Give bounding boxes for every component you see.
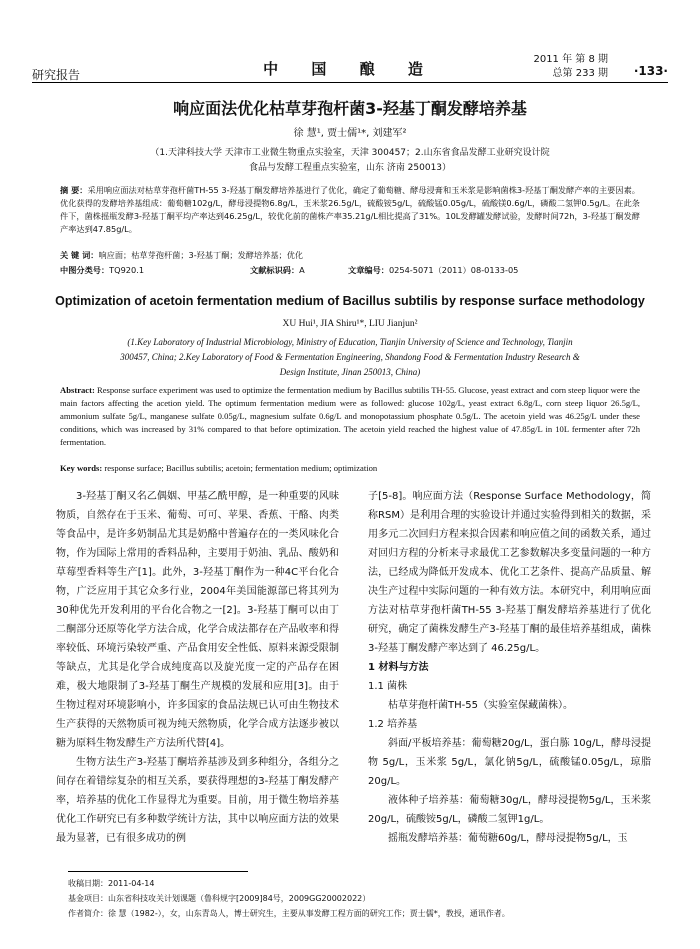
authors-chinese: 徐 慧¹, 贾士儒¹*, 刘建军² [293, 128, 407, 139]
clc-value: TQ920.1 [109, 265, 145, 275]
body-paragraph: 斜面/平板培养基：葡萄糖20g/L，蛋白胨 10g/L，酵母浸提物 5g/L，玉米浆 5g/L，氯化钠5g/L，硫酸锰0.05g/L，琼脂20g/L。 [368, 738, 651, 787]
doc-code-value: A [299, 265, 305, 275]
running-header-section: 研究报告 [32, 68, 81, 82]
issue-number: 2011 年 第 8 期 [533, 54, 608, 65]
body-paragraph: 子[5-8]。响应面方法（Response Surface Methodology，简称RSM）是利用合理的实验设计并通过实验得到相关的数据，采用多元二次回归方程来拟合因素和响应值之间的函数关系，通过对回归方程的分析来寻求最优工艺参数解决多变量问题的一种方法，已经成为降低开发成本、优化工艺条件、提高产品质量、解决生产过程中实际问题的一种有效方法。本研究中，利用响应面方法对枯草芽孢杆菌TH-55 3-羟基丁酮发酵培养基进行了优化研究，确定了菌株发酵生产3-羟基丁酮的最佳培养基组成，菌株3-羟基丁酮发酵产率达到了 46.25g/L。 [368, 491, 651, 654]
doc-code-label: 文献标识码： [250, 265, 300, 275]
keywords-chinese-text: 响应面；枯草芽孢杆菌；3-羟基丁酮；发酵培养基；优化 [98, 250, 304, 260]
body-paragraph: 液体种子培养基：葡萄糖30g/L，酵母浸提物5g/L，玉米浆20g/L，硫酸铵5g/L，磷酸二氢钾1g/L。 [368, 795, 651, 825]
title-english: Optimization of acetoin fermentation medium of Bacillus subtilis by response surface methodology [55, 294, 645, 308]
clc-label: 中图分类号： [60, 265, 110, 275]
abstract-chinese-label: 摘 要： [60, 185, 88, 195]
title-chinese: 响应面法优化枯草芽孢杆菌3-羟基丁酮发酵培养基 [173, 99, 527, 118]
footnote-funding: 基金项目：山东省科技攻关计划课题（鲁科规字[2009]84号，2009GG20002022） [68, 894, 371, 903]
keywords-english-label: Key words: [60, 463, 103, 473]
body-paragraph: 3-羟基丁酮又名乙偶姻、甲基乙酰甲醇，是一种重要的风味物质，自然存在于玉米、葡萄、可可、苹果、香蕉、干酪、肉类等食品中，是许多奶制品尤其是奶酪中普遍存在的一类风味化合物，作为国际上常用的香料品种，主要用于奶油、乳品、酸奶和草莓型香料等生产[1]。此外，3-羟基丁酮作为一种4C平台化合物，广泛应用于其它众多行业，2004年美国能源部已将其列为30种优先开发利用的平台化合物之一[2]。3-羟基丁酮可以由丁二酮部分还原等化学方法合成，化学合成法都存在产品收率和得率较低、环境污染较严重、产品食用安全性低、原料来源受限制等缺点，尤其是化学合成纯度高以及旋光度一定的产品存在困难，极大地限制了3-羟基丁酮生产规模的发展和应用[3]。由于生物过程对环境影响小，许多国家的食品法规已认可由生物技术生产获得的天然物质可视为纯天然物质，化学合成方法逐步被以糖为原料生物发酵生产方法所代替[4]。 [56, 491, 339, 749]
footnote-author-bio: 作者简介：徐 慧（1982-），女，山东青岛人，博士研究生，主要从事发酵工程方面的研究工作；贾士儒*，教授，通讯作者。 [68, 909, 510, 918]
keywords-english-text: response surface; Bacillus subtilis; acetoin; fermentation medium; optimization [102, 463, 378, 473]
header-rule [32, 82, 668, 83]
abstract-english [60, 384, 640, 449]
subsection-heading: 1.2 培养基 [368, 719, 418, 730]
doc-code [250, 265, 305, 276]
keywords-chinese-label: 关 键 词： [60, 250, 99, 260]
body-paragraph: 摇瓶发酵培养基：葡萄糖60g/L，酵母浸提物5g/L，玉 [388, 833, 628, 844]
affiliation-english: (1.Key Laboratory of Industrial Microbiology, Ministry of Education, Tianjin University of Science and Technology, Tianjin 300457, China; 2.Key Laboratory of Food & Fermentation Engineering, Shandong Food & Fermentation Industry Research & Design Institute, Jinan 250013, China) [120, 337, 580, 377]
journal-name: 中 国 酿 造 [263, 60, 437, 78]
footnote-rule [68, 871, 248, 872]
article-id-value: 0254-5071（2011）08-0133-05 [388, 265, 519, 275]
section-heading: 1 材料与方法 [368, 662, 429, 673]
abstract-chinese-text: 采用响应面法对枯草芽孢杆菌TH-55 3-羟基丁酮发酵培养基进行了优化，确定了葡萄糖、酵母浸膏和玉米浆是影响菌株3-羟基丁酮发酵产率的主要因素。优化获得的发酵培养基组成：葡萄糖102g/L，酵母浸提物6.8g/L，玉米浆26.5g/L，硫酸铵5g/L，硫酸锰0.05g/L，硫酸镁0.6g/L，磷酸二氢钾0.5g/L。在此条件下，菌株摇瓶发酵3-羟基丁酮平均产率达到46.25g/L，较优化前的菌株产率35.21g/L相比提高了31%。10L发酵罐发酵试验，发酵时间72h，3-羟基丁酮发酵产率达到47.85g/L。 [60, 185, 640, 234]
keywords-english [60, 463, 640, 473]
clc-number [60, 265, 144, 276]
body-column-right [368, 487, 651, 848]
body-paragraph: 枯草芽孢杆菌TH-55（实验室保藏菌株）。 [388, 700, 573, 711]
body-paragraph: 生物方法生产3-羟基丁酮培养基涉及到多种组分，各组分之间存在着错综复杂的相互关系，要获得理想的3-羟基丁酮发酵产率，培养基的优化工作显得尤为重要。目前，用于微生物培养基优化工作研究已有多种数学统计方法，其中以响应面方法的效果最为显著，已有很多成功的例 [56, 757, 339, 844]
affiliation-chinese: （1.天津科技大学 天津市工业微生物重点实验室，天津 300457；2.山东省食品发酵工业研究设计院 食品与发酵工程重点实验室，山东 济南 250013） [150, 148, 550, 173]
subsection-heading: 1.1 菌株 [368, 681, 408, 692]
footnote-received-date: 收稿日期：2011-04-14 [68, 879, 155, 888]
keywords-chinese [60, 250, 640, 261]
abstract-english-label: Abstract: [60, 385, 95, 395]
body-column-left [56, 487, 339, 848]
article-id [348, 265, 518, 276]
authors-english: XU Hui¹, JIA Shiru¹*, LIU Jianjun² [282, 319, 418, 329]
page-number: ·133· [633, 64, 668, 78]
article-id-label: 文章编号： [348, 265, 389, 275]
total-issue-number: 总第 233 期 [552, 68, 608, 79]
abstract-english-text: Response surface experiment was used to optimize the fermentation medium by Bacillus subtilis TH-55. Glucose, yeast extract and corn steep liquor were the main factors affecting the acetion yield. The optimum fermentation medium were as followed: glucose 102g/L, yeast extract 6.8g/L, corn steep liquor 26.5g/L, ammonium sulfate 5g/L, manganese sulfate 0.05g/L, magnesium sulfate 0.6g/L and monopotassium phosphate 0.5g/L. The acetoin yield was 46.25g/L under these conditions, which was increased by 31% compared to that before optimization. The acetoin yield reached the highest value of 47.85g/L in 10L fermenter after 72h fermentation. [60, 385, 640, 447]
abstract-chinese [60, 184, 640, 236]
